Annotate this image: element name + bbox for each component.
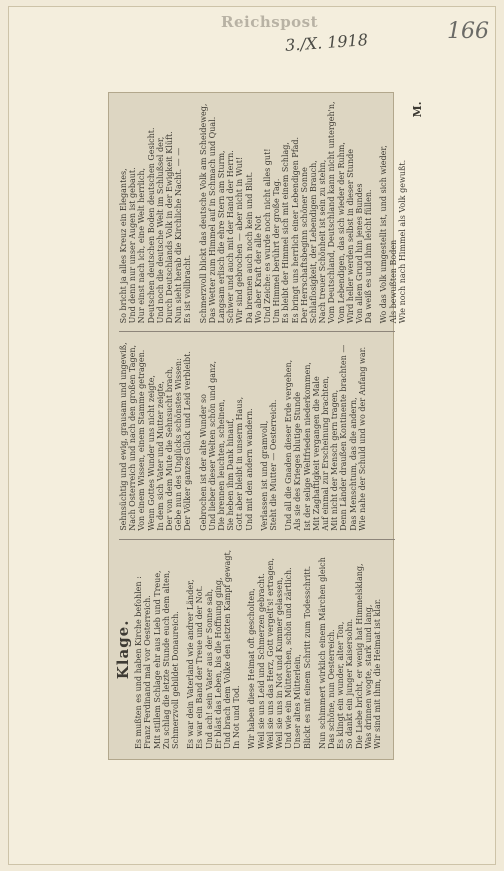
poem-line: Blickt es mit einem Schritt zum Todesschritt. bbox=[302, 565, 312, 749]
poem-line: Gebrochen ist der alte Wunder so bbox=[198, 394, 208, 531]
poem-line: Wird heller werden selbst in dieser Stunde bbox=[345, 149, 355, 324]
poem-line: Mit nicht der Mensch gern tragen, bbox=[330, 389, 340, 531]
poem-stanza bbox=[119, 101, 193, 323]
poem-line: In Not und Tod. bbox=[232, 685, 242, 749]
poem-line: Deutschen deutschen Boden deutschen Gesicht. bbox=[146, 127, 156, 324]
poem-line: Von allem Grund hin jenes Bundes bbox=[355, 183, 365, 324]
poem-stanza bbox=[134, 550, 180, 749]
poem-line: Es ist vollbracht. bbox=[183, 254, 193, 324]
poem-line: Schwer und auch mit der Hand der Herrn. bbox=[226, 150, 236, 324]
poem-line: Mit Zaghaftigkeit vergangen die Male bbox=[311, 376, 321, 531]
poem-stanza bbox=[119, 342, 193, 530]
poem-line: Als sie des Krieges blutige Stunde bbox=[293, 391, 303, 531]
poem-line: Nun sieht herab die Kirchliche Nacht. — — bbox=[174, 147, 184, 324]
poem-line: Franz Ferdinand mal vor Oesterreich. bbox=[143, 595, 153, 749]
poem-line: Weil sie uns in Not und Kummer gelassen, bbox=[275, 577, 285, 749]
poem-line: Schmerzvoll blickt das deutsche Volk am Scheideweg, bbox=[198, 103, 208, 324]
poem-stanza bbox=[199, 342, 254, 530]
poem-line: Es war ein Band der Treue und der Not. bbox=[195, 585, 205, 749]
poem-line: Und denn nur unser Augen ist gebaut. bbox=[128, 167, 138, 324]
poem-line: Als bewußten Boden bbox=[388, 239, 398, 324]
poem-column bbox=[119, 342, 395, 539]
poem-line: Wie noch nach Himmel als Volk gewußt. bbox=[397, 159, 407, 324]
newspaper-stamp: Reichspost bbox=[221, 13, 319, 31]
handwritten-date: 3./X. 1918 bbox=[284, 30, 369, 55]
poem-line: Was drinnen wogte, stark und lang, bbox=[363, 604, 373, 749]
poem-line: Durch Deutschlands Volk in der Ewigkeit Klüft. bbox=[165, 131, 175, 324]
poem-line: So dankt ein junger Kaisersohn. bbox=[345, 618, 355, 749]
poem-line: Der von dem Mute die Sehnsucht brach, bbox=[165, 366, 175, 531]
poem-line: Mit stillem Schlage ehr aus Lieb und Treue, bbox=[152, 570, 162, 749]
poem-line: Unser altes Mütterlein, bbox=[293, 654, 303, 749]
poem-line: Und wie ein Mütterchen, schön und zärtlich. bbox=[284, 567, 294, 749]
poem-line: Der Herrschaftsbeginn schöner Sonne bbox=[299, 167, 309, 324]
poem-line: Vom Lebendigen, das sich wieder der Ruhm, bbox=[336, 142, 346, 324]
poem-line: Und brach dem Volke den letzten Kampf gewagt, bbox=[223, 549, 233, 749]
poem-line: Er bläst das Leben, bis die Hoffnung ging, bbox=[213, 577, 223, 749]
poem-line: Wo das Volk umgestellt ist, und sich wieder, bbox=[379, 145, 389, 324]
poem-line: Sehnsüchtig und ewig, grausam und ungewiß, bbox=[119, 342, 128, 531]
poem-line: Das Wetter zum Himmel auf in Schmach und Qual. bbox=[207, 116, 217, 324]
poem-line: Steht die Mutter — Oesterreich. bbox=[269, 399, 279, 531]
poem-line: Und mit den andern wandern. bbox=[244, 408, 254, 531]
poem-line: Zu schlag die letzte Stunde euch dem alten, bbox=[161, 570, 171, 749]
poem-line: Wir sind gebrochen — aber nicht in Wut! bbox=[235, 156, 245, 324]
poem-line: Sie heben ihm Dank hinauf, bbox=[226, 418, 236, 531]
newspaper-clipping bbox=[108, 92, 425, 760]
poem-column bbox=[119, 101, 425, 332]
poem-line: Denn Länder draußen Kontinente brachten — bbox=[339, 344, 349, 531]
poem-line: Es klingt ein wunder, alter Ton, bbox=[336, 621, 346, 749]
poem-line: Das schöne, nun Oesterreich. bbox=[327, 629, 337, 749]
poem-line: Vom Deutschland, Deutschland kann nicht untergeh'n, bbox=[327, 101, 337, 324]
poem-stanza bbox=[318, 550, 382, 749]
poem-line: Nach Osterreich und nach den großen Tagen, bbox=[128, 344, 138, 531]
poem-stanza bbox=[284, 342, 367, 530]
poem-line: Ist der selige Weltfrieden niederkommen, bbox=[302, 362, 312, 531]
poem-line: Weil sie uns Leid und Schmerzen gebracht. bbox=[256, 573, 266, 749]
poem-line: Da weiß es und ihm leicht füllen. bbox=[364, 189, 374, 324]
poem-line: Nun schimmert wirklich einem Märchen gleich bbox=[317, 557, 327, 749]
poem-line: Die brennen leuchten, scheinen, bbox=[217, 399, 227, 531]
poem-line: Es war dein Vaterland wie andrer Länder, bbox=[186, 579, 196, 749]
poem-stanza bbox=[247, 550, 311, 749]
poem-line: Verlassen ist und gramvoll, bbox=[259, 420, 269, 531]
poem-line: Der Völker ganzes Glück und Leid verbleibt. bbox=[183, 351, 193, 531]
folio-number: 166 bbox=[447, 19, 489, 44]
poem-line: Da brennen auch noch kein und Blut. bbox=[244, 171, 254, 324]
poem-title: Klage. bbox=[114, 619, 132, 680]
poem-line: Und all die Gnaden dieser Erde vergehen, bbox=[284, 359, 294, 531]
poem-stanza bbox=[186, 550, 241, 749]
poem-line: Schmerzvoll gebildet Donaureich. bbox=[171, 611, 181, 749]
poem-line: Und lieber dieser Welten schön und ganz, bbox=[207, 361, 217, 531]
poem-line: Und ach! sein Vater aus der Sonne sah, bbox=[204, 588, 214, 749]
poem-line: Wie nahe der Schuld und wo der Anfang war. bbox=[357, 346, 367, 531]
poem-stanza bbox=[199, 101, 374, 323]
poem-stanza bbox=[260, 342, 278, 530]
poem-line: Um Himmel berührt der große Tag. bbox=[272, 178, 282, 324]
poem-line: Und Zeiche: es wurde noch nicht alles gut! bbox=[263, 148, 273, 324]
poem-line: Wir haben diese Heimat oft gescholten, bbox=[247, 588, 257, 749]
clipping-rotated-content bbox=[109, 93, 425, 761]
poem-line: Weil sie uns das Herz, Gott vergelt's! ertragen, bbox=[265, 557, 275, 749]
poem-line: Und noch die deutsche Welt im Schlußsel der, bbox=[155, 136, 165, 324]
poem-line: Es mußten es und haben Kirche befohlen : bbox=[134, 576, 144, 749]
poem-column bbox=[114, 549, 395, 749]
poem-line: Nur einst nach ich, eine Welt herrlich, bbox=[137, 167, 147, 324]
poem-line: Nach treuer Schönheit ist sein zu stehn, bbox=[318, 159, 328, 324]
poem-columns bbox=[109, 93, 425, 761]
poem-line: Gott aber bleibt in unserm Haus, bbox=[235, 396, 245, 531]
poem-line: Es bringt uns herrlich einer Lebendigen Pfad. bbox=[290, 136, 300, 324]
poem-line: Wenn Gottes Wunder uns nicht zeigte, bbox=[146, 375, 156, 531]
poem-line: Es bleibt der Himmel sich mit einem Schlag, bbox=[281, 142, 291, 324]
poem-line: Wir sind mit ihm, die Heimat ist klar. bbox=[373, 598, 383, 749]
poem-line: Von einem Wissen, einem Stamme getragen. bbox=[137, 349, 147, 531]
poem-line: Auf einmal zur Erscheinung brachten, bbox=[321, 375, 331, 531]
poem-line: So bricht ja alles Kreuz ein Elegantes, bbox=[119, 168, 128, 324]
poem-line: In dem sich Vater und Mutter zeigte, bbox=[155, 381, 165, 531]
poem-line: Wo aber Kraft der alle Not bbox=[253, 215, 263, 324]
poem-stanza bbox=[379, 101, 407, 323]
poem-line: Schlaflosigkeit, der Lebendigen Brauch, bbox=[309, 160, 319, 324]
poem-line: Langsam erlisch die ehre Stern am Sturm, bbox=[217, 150, 227, 324]
poem-line: Gebe nun des Unglücks schönstes Wissen: bbox=[174, 358, 184, 531]
author-signature: M. bbox=[411, 101, 425, 118]
poem-line: Die Liebe bricht, er wenig hat Himmelsklang, bbox=[354, 563, 364, 749]
poem-line: Das Menschtum, das die andern, bbox=[348, 397, 358, 531]
